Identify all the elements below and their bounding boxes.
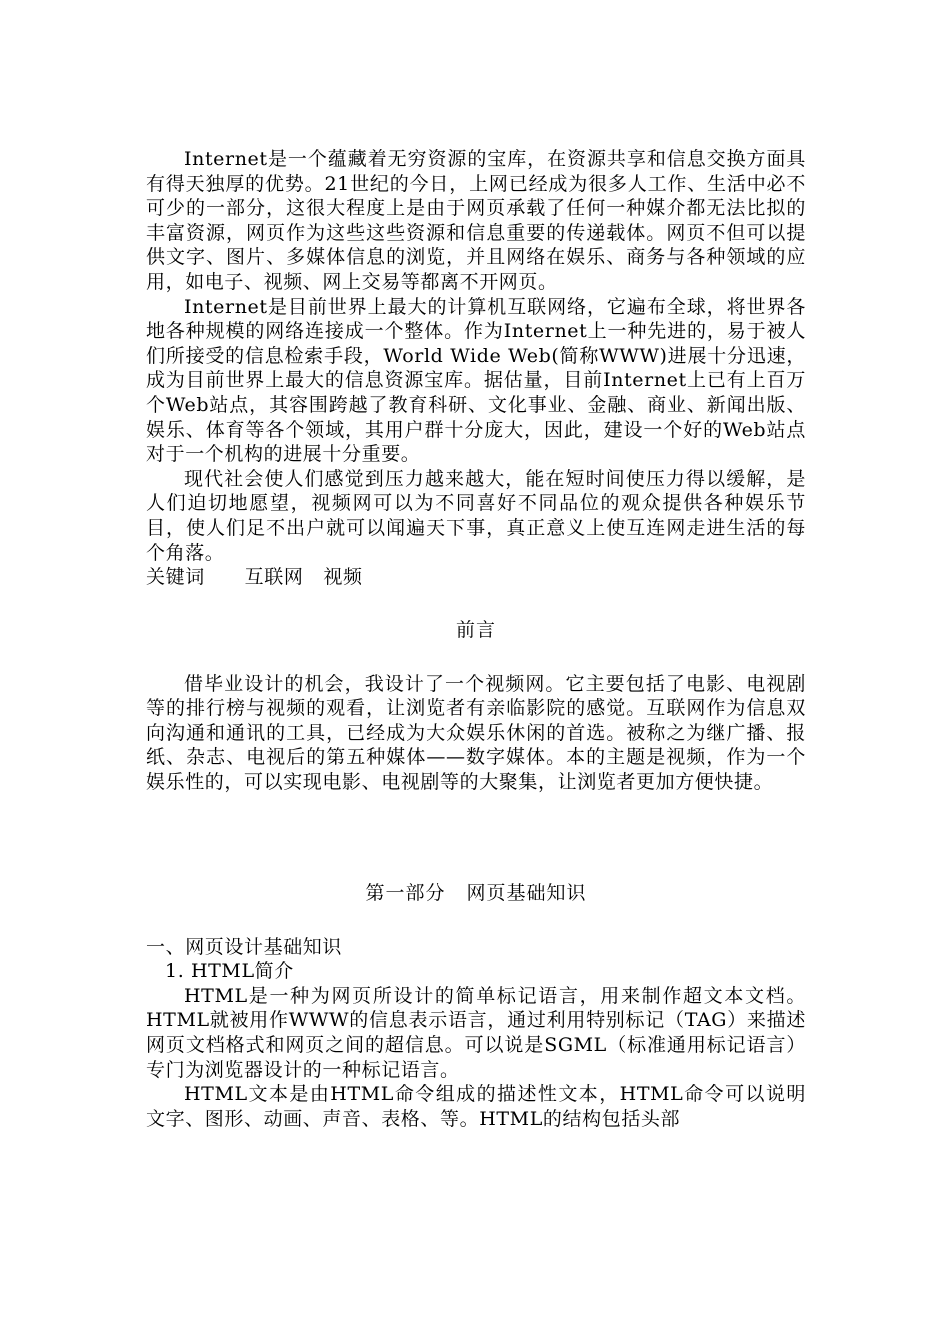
section-title: 一、网页设计基础知识 [146,935,343,958]
subsection-title: 1. HTML简介 [165,960,294,983]
abstract-section [146,147,806,590]
preface-title: 前言 [455,618,496,641]
spacer [146,905,806,935]
spacer [146,795,806,881]
abstract-paragraph-3: 现代社会使人们感觉到压力越来越大，能在短时间使压力得以缓解，是人们迫切地愿望，视频网可以为不同喜好不同品位的观众提供各种娱乐节目，使人们足不出户就可以闻遍天下事，真正意义上使互连网走进生活的每个角落。 [146,467,806,564]
keywords-line: 关键词 互联网 视频 [146,566,363,589]
abstract-paragraph-2: Internet是目前世界上最大的计算机互联网络，它遍布全球，将世界各地各种规模的网络连接成一个整体。作为Internet上一种先进的，易于被人们所接受的信息检索手段，World Wide Web(简称WWW)进展十分迅速，成为目前世界上最大的信息资源宝库。据估量，目前Internet上已有上百万个Web站点，其容围跨越了教育科研、文化事业、金融、商业、新闻出版、娱乐、体育等各个领域，其用户群十分庞大，因此，建设一个好的Web站点对于一个机构的进展十分重要。 [146,295,806,466]
part1-paragraph-2: HTML文本是由HTML命令组成的描述性文本，HTML命令可以说明文字、图形、动画、声音、表格、等。HTML的结构包括头部 [146,1083,806,1130]
part1-paragraph-1: HTML是一种为网页所设计的简单标记语言，用来制作超文本文档。HTML就被用作WWW的信息表示语言，通过利用特别标记（TAG）来描述网页文档格式和网页之间的超信息。可以说是SGML（标准通用标记语言）专门为浏览器设计的一种标记语言。 [146,984,806,1081]
spacer [146,642,806,672]
part1-title: 第一部分 网页基础知识 [365,881,587,904]
spacer [146,590,806,618]
document-page [146,147,806,1131]
abstract-paragraph-1: Internet是一个蕴藏着无穷资源的宝库，在资源共享和信息交换方面具有得天独厚的优势。21世纪的今日，上网已经成为很多人工作、生活中必不可少的一部分，这很大程度上是由于网页承载了任何一种媒介都无法比拟的丰富资源，网页作为这些这些资源和信息重要的传递载体。网页不但可以提供文字、图片、多媒体信息的浏览，并且网络在娱乐、商务与各种领域的应用，如电子、视频、网上交易等都离不开网页。 [146,148,806,293]
preface-section [146,618,806,795]
preface-paragraph: 借毕业设计的机会，我设计了一个视频网。它主要包括了电影、电视剧等的排行榜与视频的观看，让浏览者有亲临影院的感觉。互联网作为信息双向沟通和通讯的工具，已经成为大众娱乐休闲的首选。被称之为继广播、报纸、杂志、电视后的第五种媒体——数字媒体。本的主题是视频，作为一个娱乐性的，可以实现电影、电视剧等的大聚集，让浏览者更加方便快捷。 [146,672,806,794]
part1-section [146,881,806,1132]
